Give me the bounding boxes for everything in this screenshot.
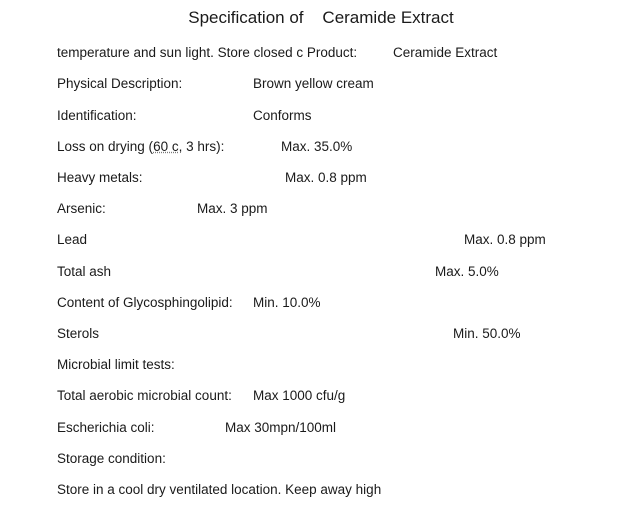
spec-row-identification [0, 106, 642, 126]
spec-value: Max. 0.8 ppm [464, 232, 546, 247]
spec-label: Total ash [57, 264, 112, 279]
spec-label: Escherichia coli: [57, 420, 155, 435]
spec-row-heavy-metals [0, 168, 642, 188]
spec-value: Ceramide Extract [393, 45, 498, 60]
document-title: Specification of Ceramide Extract [188, 8, 454, 27]
spec-label: Physical Description: [57, 76, 183, 91]
spec-value: Min. 50.0% [453, 326, 521, 341]
spec-label: Sterols [57, 326, 100, 341]
spec-row-arsenic [0, 199, 642, 219]
spec-value: Max 1000 cfu/g [253, 388, 346, 403]
spec-row-escherichia-coli [0, 418, 642, 438]
spec-label-temperature: 60 c [153, 139, 179, 154]
spec-value: Max. 0.8 ppm [285, 170, 367, 185]
spec-label: Microbial limit tests: [57, 357, 175, 372]
spec-row-total-ash [0, 262, 642, 282]
spec-label: Total aerobic microbial count: [57, 388, 232, 403]
spec-row-storage-text [0, 480, 642, 500]
spec-row-sterols [0, 324, 642, 344]
spec-label-prefix: Loss on drying ( [57, 139, 154, 154]
spec-label: Heavy metals: [57, 170, 143, 185]
spec-row-physical-description [0, 74, 642, 94]
spec-value: Max 30mpn/100ml [225, 420, 337, 435]
spec-label: Store in a cool dry ventilated location. Keep away high [57, 482, 382, 497]
spec-label: Arsenic: [57, 201, 106, 216]
spec-row-product [0, 43, 642, 63]
spec-row-microbial-heading [0, 355, 642, 375]
spec-label [57, 137, 224, 157]
spec-label: Lead [57, 232, 88, 247]
spec-label: Storage condition: [57, 451, 166, 466]
spec-value: Min. 10.0% [253, 295, 321, 310]
spec-row-total-aerobic [0, 386, 642, 406]
spec-value: Brown yellow cream [253, 76, 374, 91]
spec-label: Content of Glycosphingolipid: [57, 295, 233, 310]
spec-row-glycosphingolipid [0, 293, 642, 313]
spec-value: Conforms [253, 108, 312, 123]
spec-value: Max. 35.0% [281, 139, 353, 154]
spec-row-lead [0, 230, 642, 250]
spec-value: Max. 3 ppm [197, 201, 268, 216]
spec-row-loss-on-drying [0, 137, 642, 157]
spec-label: Identification: [57, 108, 137, 123]
spec-label: temperature and sun light. Store closed c Product: [57, 45, 358, 60]
spec-value: Max. 5.0% [435, 264, 499, 279]
spec-label-suffix: , 3 hrs): [178, 139, 225, 154]
spec-row-storage-heading [0, 449, 642, 469]
